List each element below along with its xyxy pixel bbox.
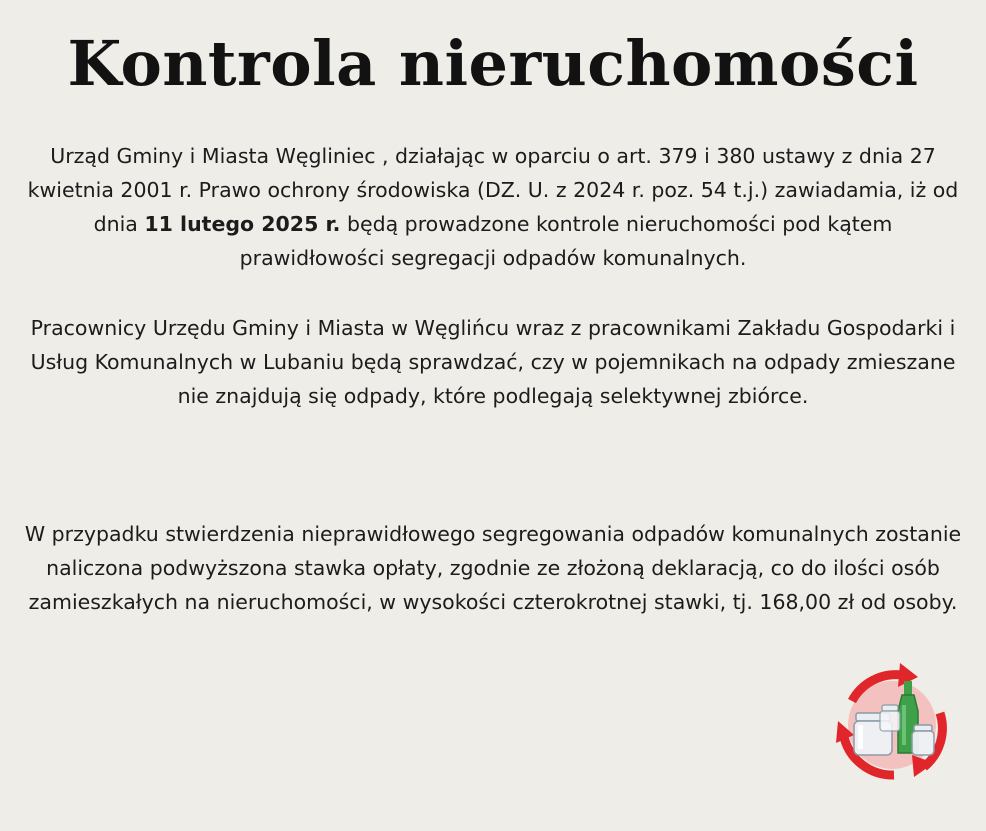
paragraph-penalty: W przypadku stwierdzenia nieprawidłowego segregowania odpadów komunalnych zostanie naliczona podwyższona stawka opłaty, zgodnie ze złożoną deklaracją, co do ilości osób zamieszkałych na nieruchomości, w wysokości czterokrotnej stawki, tj. 168,00 zł od osoby. bbox=[24, 522, 962, 614]
recycling-glass-icon bbox=[822, 655, 962, 795]
paragraph1-text-after: będą prowadzone kontrole nieruchomości pod kątem prawidłowości segregacji odpadów komunalnych. bbox=[239, 212, 893, 270]
paragraph-inspectors: Pracownicy Urzędu Gminy i Miasta w Węglińcu wraz z pracownikami Zakładu Gospodarki i Usług Komunalnych w Lubaniu będą sprawdzać, czy w pojemnikach na odpady zmieszane nie znajdują się odpady, które podlegają selektywnej zbiórce. bbox=[30, 316, 956, 408]
paragraph1-text-before: Urząd Gminy i Miasta Węgliniec , działając w oparciu o art. 379 i 380 ustawy z dnia 27 kwietnia 2001 r. Prawo ochrony środowiska (DZ. U. z 2024 r. poz. 54 t.j.) zawiadamia, iż od dnia bbox=[27, 144, 959, 236]
page-title: Kontrola nieruchomości bbox=[67, 27, 919, 100]
paragraph-inspection-notice bbox=[24, 139, 962, 275]
inspection-start-date: 11 lutego 2025 r. bbox=[144, 212, 341, 236]
